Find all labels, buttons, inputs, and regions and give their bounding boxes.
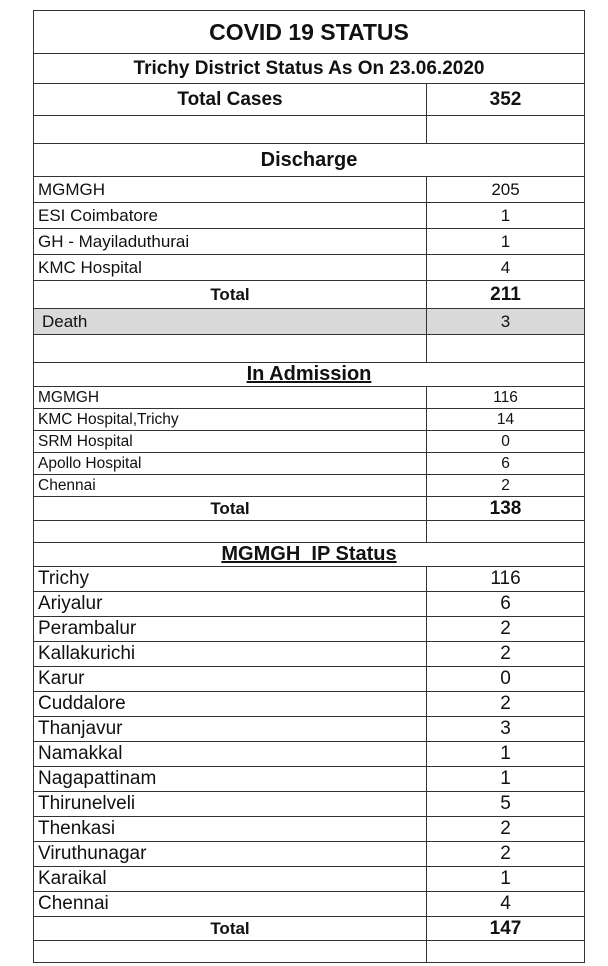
ip-status-row-value: 2 <box>500 643 511 664</box>
admission-row <box>33 409 585 431</box>
admission-row-label: MGMGH <box>34 387 427 408</box>
death-value: 3 <box>500 311 511 331</box>
ip-status-rows <box>33 567 585 917</box>
admission-row <box>33 453 585 475</box>
admission-row-label: KMC Hospital,Trichy <box>34 409 427 430</box>
subtitle-text: Trichy District Status As On 23.06.2020 <box>133 57 485 79</box>
ip-status-row-value: 2 <box>500 818 511 839</box>
discharge-row <box>33 255 585 281</box>
total-cases-row <box>33 84 585 116</box>
ip-status-heading <box>33 543 585 567</box>
ip-status-row-value: 1 <box>500 743 511 764</box>
spacer-cell-left <box>34 941 427 962</box>
discharge-total-label: Total <box>34 281 427 308</box>
ip-status-row <box>33 792 585 817</box>
discharge-row-value: 205 <box>491 179 520 199</box>
discharge-row <box>33 177 585 203</box>
admission-row-label: SRM Hospital <box>34 431 427 452</box>
total-cases-value: 352 <box>489 88 522 110</box>
ip-status-row-value: 116 <box>490 568 521 589</box>
admission-total-row <box>33 497 585 521</box>
table-title <box>33 10 585 54</box>
ip-status-row-value: 2 <box>500 693 511 714</box>
ip-status-row-label: Thenkasi <box>34 817 427 841</box>
ip-status-row-label: Perambalur <box>34 617 427 641</box>
spacer-cell-left <box>34 521 427 542</box>
ip-status-row-value: 5 <box>500 793 511 814</box>
ip-status-row-label: Thanjavur <box>34 717 427 741</box>
ip-status-row-label: Kallakurichi <box>34 642 427 666</box>
ip-status-row-label: Chennai <box>34 892 427 916</box>
admission-row-value: 116 <box>493 388 518 406</box>
ip-status-row <box>33 617 585 642</box>
discharge-row-value: 4 <box>500 257 511 277</box>
ip-status-row-value: 1 <box>500 768 511 789</box>
discharge-total-value: 211 <box>490 283 521 305</box>
discharge-row-label: KMC Hospital <box>34 255 427 280</box>
spacer-cell-right <box>427 116 584 143</box>
spacer-cell-right <box>427 941 584 962</box>
ip-status-row-value: 2 <box>500 843 511 864</box>
ip-status-row-label: Karur <box>34 667 427 691</box>
table-subtitle <box>33 54 585 84</box>
ip-status-row-value: 0 <box>500 668 511 689</box>
admission-row <box>33 431 585 453</box>
ip-status-row <box>33 717 585 742</box>
ip-status-row <box>33 692 585 717</box>
ip-total-label: Total <box>34 917 427 940</box>
discharge-row-value: 1 <box>500 205 511 225</box>
ip-status-row <box>33 567 585 592</box>
ip-status-row-label: Karaikal <box>34 867 427 891</box>
ip-status-row <box>33 817 585 842</box>
death-row <box>33 309 585 335</box>
spacer-cell-right <box>427 335 584 362</box>
discharge-row-label: ESI Coimbatore <box>34 203 427 228</box>
ip-status-row-label: Viruthunagar <box>34 842 427 866</box>
spacer-cell-right <box>427 521 584 542</box>
admission-row <box>33 475 585 497</box>
ip-status-row-value: 6 <box>500 593 511 614</box>
admission-row-value: 2 <box>501 476 510 494</box>
ip-status-row <box>33 742 585 767</box>
death-label: Death <box>34 309 427 334</box>
discharge-total-row <box>33 281 585 309</box>
discharge-row-label: MGMGH <box>34 177 427 202</box>
spacer-row <box>33 335 585 363</box>
ip-status-row-label: Nagapattinam <box>34 767 427 791</box>
covid-status-table <box>33 10 585 963</box>
ip-total-row <box>33 917 585 941</box>
ip-status-row <box>33 592 585 617</box>
spacer-row <box>33 521 585 543</box>
ip-status-row-label: Thirunelveli <box>34 792 427 816</box>
ip-status-heading-text: MGMGH IP Status <box>221 543 397 565</box>
discharge-row-value: 1 <box>500 231 511 251</box>
spacer-row <box>33 941 585 963</box>
total-cases-label: Total Cases <box>34 84 427 115</box>
admission-heading <box>33 363 585 387</box>
ip-status-row-value: 2 <box>500 618 511 639</box>
admission-heading-text: In Admission <box>246 363 372 385</box>
ip-status-row-label: Cuddalore <box>34 692 427 716</box>
spacer-row <box>33 116 585 144</box>
ip-status-row <box>33 642 585 667</box>
ip-status-row-value: 3 <box>500 718 511 739</box>
discharge-heading-text: Discharge <box>260 148 358 171</box>
title-text: COVID 19 STATUS <box>209 18 409 45</box>
admission-rows <box>33 387 585 497</box>
ip-status-row <box>33 667 585 692</box>
admission-row-value: 0 <box>501 432 510 450</box>
discharge-row <box>33 203 585 229</box>
ip-status-row-value: 4 <box>500 893 511 914</box>
ip-status-row-value: 1 <box>500 868 511 889</box>
discharge-rows <box>33 177 585 281</box>
discharge-row-label: GH - Mayiladuthurai <box>34 229 427 254</box>
admission-total-label: Total <box>34 497 427 520</box>
ip-status-row <box>33 842 585 867</box>
admission-row <box>33 387 585 409</box>
ip-status-row-label: Ariyalur <box>34 592 427 616</box>
admission-row-label: Apollo Hospital <box>34 453 427 474</box>
ip-status-row-label: Trichy <box>34 567 427 591</box>
discharge-row <box>33 229 585 255</box>
admission-total-value: 138 <box>489 497 522 519</box>
admission-row-value: 6 <box>501 454 510 472</box>
ip-status-row-label: Namakkal <box>34 742 427 766</box>
spacer-cell-left <box>34 335 427 362</box>
discharge-heading <box>33 144 585 177</box>
ip-status-row <box>33 767 585 792</box>
ip-status-row <box>33 867 585 892</box>
ip-total-value: 147 <box>489 917 522 939</box>
ip-status-row <box>33 892 585 917</box>
admission-row-value: 14 <box>496 410 515 428</box>
admission-row-label: Chennai <box>34 475 427 496</box>
spacer-cell-left <box>34 116 427 143</box>
